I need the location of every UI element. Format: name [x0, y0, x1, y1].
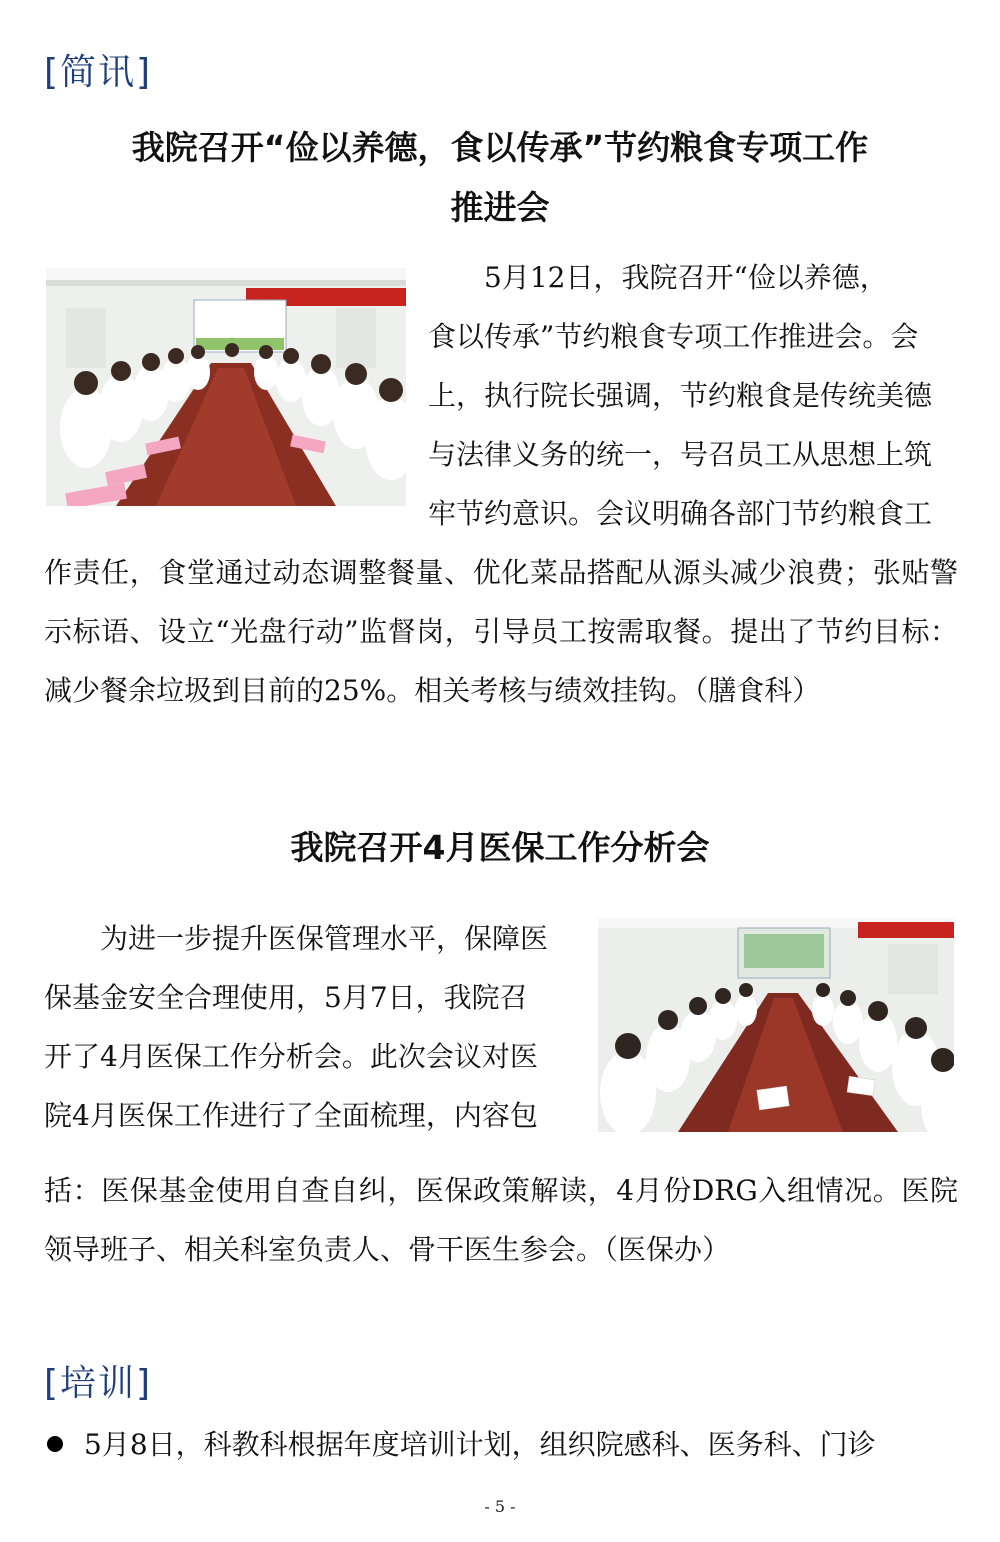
article2-title: 我院召开4月医保工作分析会 — [290, 828, 710, 867]
article2-line-1: 为进一步提升医保管理水平，保障医 — [100, 922, 549, 955]
section-label-training: [培训] — [44, 1363, 153, 1404]
meeting-photo-illustration — [598, 918, 954, 1132]
article1-title-line1: 我院召开“俭以养德，食以传承”节约粮食专项工作 — [131, 128, 869, 167]
article2-meeting-photo — [598, 918, 954, 1132]
section-label-news: [简讯] — [44, 52, 153, 93]
article1-body-continued: 作责任，食堂通过动态调整餐量、优化菜品搭配从源头减少浪费；张贴警示标语、设立“光盘行动”监督岗，引导员工按需取餐。提出了节约目标：减少餐余垃圾到目前的25%。相关考核与绩效挂钩。（膳食科） — [44, 556, 958, 707]
article1-line-5: 牢节约意识。会议明确各部门节约粮食工 — [428, 497, 933, 530]
article1-line-4: 与法律义务的统一，号召员工从思想上筑 — [428, 438, 933, 471]
article1-line-1: 5月12日，我院召开“俭以养德， — [484, 261, 888, 294]
article2-line-4: 院4月医保工作进行了全面梳理，内容包 — [44, 1099, 538, 1132]
training-item-1: 5月8日，科教科根据年度培训计划，组织院感科、医务科、门诊 — [84, 1428, 876, 1461]
article1-title — [60, 118, 940, 238]
article1-line-2: 食以传承”节约粮食专项工作推进会。会 — [428, 320, 919, 353]
article2-line-2: 保基金安全合理使用，5月7日，我院召 — [44, 981, 528, 1014]
page-number: - 5 - — [484, 1497, 516, 1516]
article2-body-continued: 括：医保基金使用自查自纠，医保政策解读，4月份DRG入组情况。医院领导班子、相关科室负责人、骨干医生参会。（医保办） — [44, 1174, 958, 1266]
article1-line-3: 上，执行院长强调，节约粮食是传统美德 — [428, 379, 933, 412]
article1-meeting-photo — [46, 268, 406, 506]
meeting-photo-illustration — [46, 268, 406, 506]
bullet-dot-icon — [47, 1436, 63, 1452]
article2-line-3: 开了4月医保工作分析会。此次会议对医 — [44, 1040, 538, 1073]
article1-title-line2: 推进会 — [450, 188, 550, 227]
